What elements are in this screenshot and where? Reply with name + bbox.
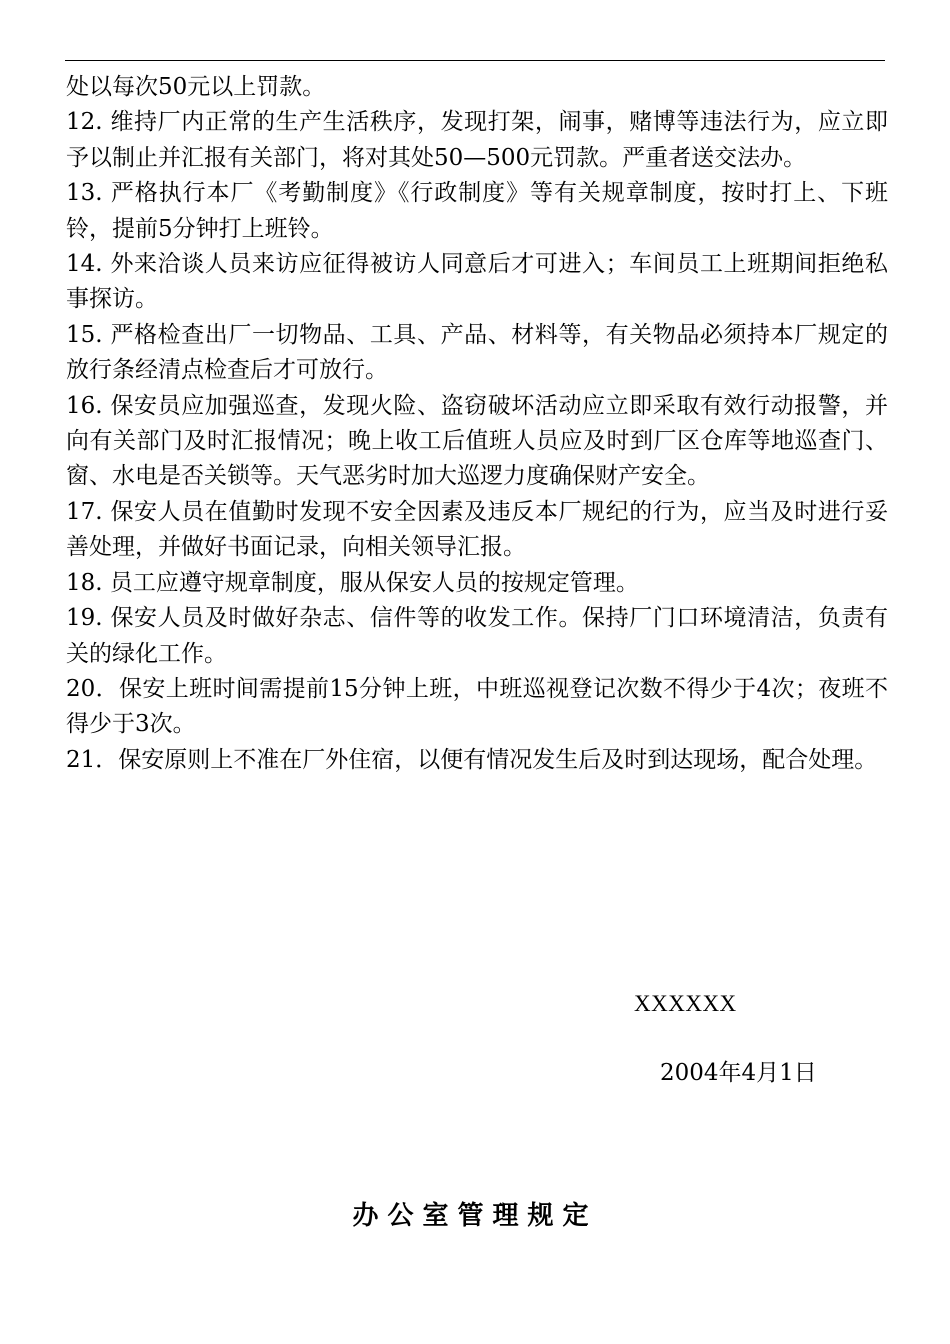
issue-date: 2004年4月1日 <box>660 1060 817 1086</box>
document-body <box>66 70 888 778</box>
rule-item-19: 19. 保安人员及时做好杂志、信件等的收发工作。保持厂门口环境清洁，负责有关的绿化工作。 <box>66 605 888 667</box>
header-rule <box>65 60 885 61</box>
rule-item-13: 13. 严格执行本厂《考勤制度》《行政制度》等有关规章制度，按时打上、下班铃，提前5分钟打上班铃。 <box>66 180 888 242</box>
section-title: 办公室管理规定 <box>352 1201 598 1231</box>
rule-item-16: 16. 保安员应加强巡查，发现火险、盗窃破坏活动应立即采取有效行动报警，并向有关部门及时汇报情况；晚上收工后值班人员应及时到厂区仓库等地巡查门、窗、水电是否关锁等。天气恶劣时加大巡逻力度确保财产安全。 <box>66 392 888 490</box>
rule-item-20: 20．保安上班时间需提前15分钟上班，中班巡视登记次数不得少于4次；夜班不得少于3次。 <box>66 675 888 738</box>
rule-item-17: 17. 保安人员在值勤时发现不安全因素及违反本厂规纪的行为，应当及时进行妥善处理，并做好书面记录，向相关领导汇报。 <box>66 498 888 561</box>
rule-item-12: 12. 维持厂内正常的生产生活秩序，发现打架，闹事，赌博等违法行为，应立即予以制止并汇报有关部门，将对其处50—500元罚款。严重者送交法办。 <box>66 109 888 171</box>
paragraph-continuation: 处以每次50元以上罚款。 <box>66 74 326 100</box>
signature: XXXXXX <box>634 991 737 1016</box>
rule-item-14: 14. 外来洽谈人员来访应征得被访人同意后才可进入；车间员工上班期间拒绝私事探访。 <box>66 251 888 313</box>
rule-item-21: 21．保安原则上不准在厂外住宿，以便有情况发生后及时到达现场，配合处理。 <box>66 746 878 773</box>
rule-item-15: 15. 严格检查出厂一切物品、工具、产品、材料等，有关物品必须持本厂规定的放行条经清点检查后才可放行。 <box>66 321 888 384</box>
rule-item-18: 18. 员工应遵守规章制度，服从保安人员的按规定管理。 <box>66 569 639 596</box>
